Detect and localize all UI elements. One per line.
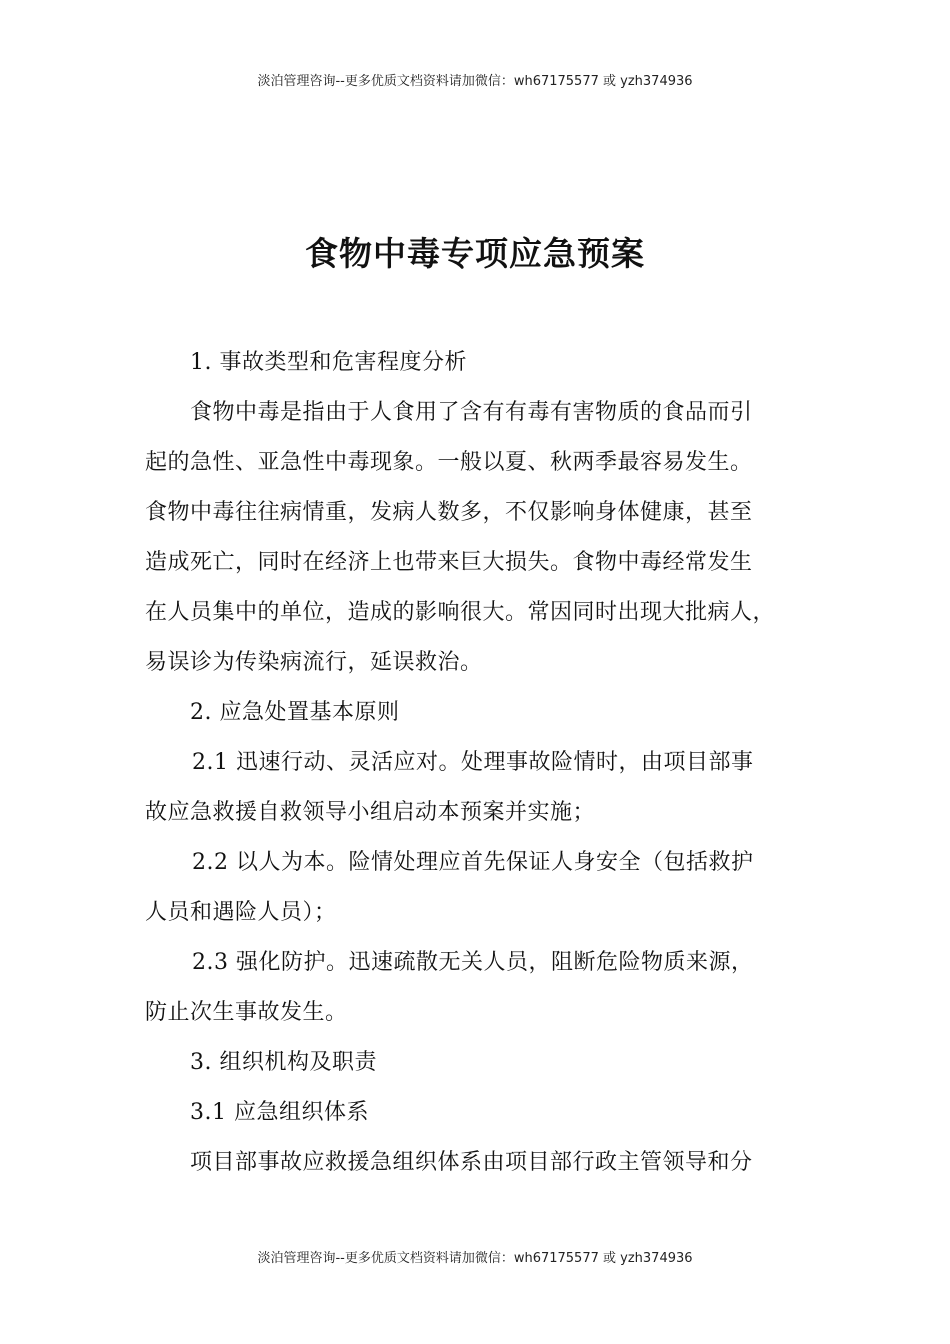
paragraph-line: 故应急救援自救领导小组启动本预案并实施； [145,800,596,825]
paragraph-line: 食物中毒是指由于人食用了含有有毒有害物质的食品而引 [190,400,753,425]
page-header: 淡泊管理咨询--更多优质文档资料请加微信：wh67175577 或 yzh374936 [257,74,693,89]
paragraph-line: 造成死亡，同时在经济上也带来巨大损失。食物中毒经常发生 [145,550,753,575]
paragraph-line: 2.1 迅速行动、灵活应对。处理事故险情时，由项目部事 [192,750,754,775]
section-heading-1: 1. 事故类型和危害程度分析 [190,350,467,375]
subsection-heading: 3.1 应急组织体系 [190,1100,369,1125]
paragraph-line: 2.3 强化防护。迅速疏散无关人员，阻断危险物质来源， [192,950,754,975]
paragraph-line: 2.2 以人为本。险情处理应首先保证人身安全（包括救护 [192,850,754,875]
section-heading-2: 2. 应急处置基本原则 [190,700,400,725]
paragraph-line: 防止次生事故发生。 [145,1000,348,1025]
section-heading-3: 3. 组织机构及职责 [190,1050,377,1075]
paragraph-line: 起的急性、亚急性中毒现象。一般以夏、秋两季最容易发生。 [145,450,753,475]
page-footer: 淡泊管理咨询--更多优质文档资料请加微信：wh67175577 或 yzh374936 [257,1251,693,1266]
paragraph-line: 在人员集中的单位，造成的影响很大。常因同时出现大批病人， [145,600,776,625]
paragraph-line: 项目部事故应救援急组织体系由项目部行政主管领导和分 [190,1150,753,1175]
document-title: 食物中毒专项应急预案 [305,234,645,273]
paragraph-line: 人员和遇险人员）； [145,900,337,925]
paragraph-line: 易误诊为传染病流行，延误救治。 [145,650,483,675]
paragraph-line: 食物中毒往往病情重，发病人数多，不仅影响身体健康，甚至 [145,500,753,525]
